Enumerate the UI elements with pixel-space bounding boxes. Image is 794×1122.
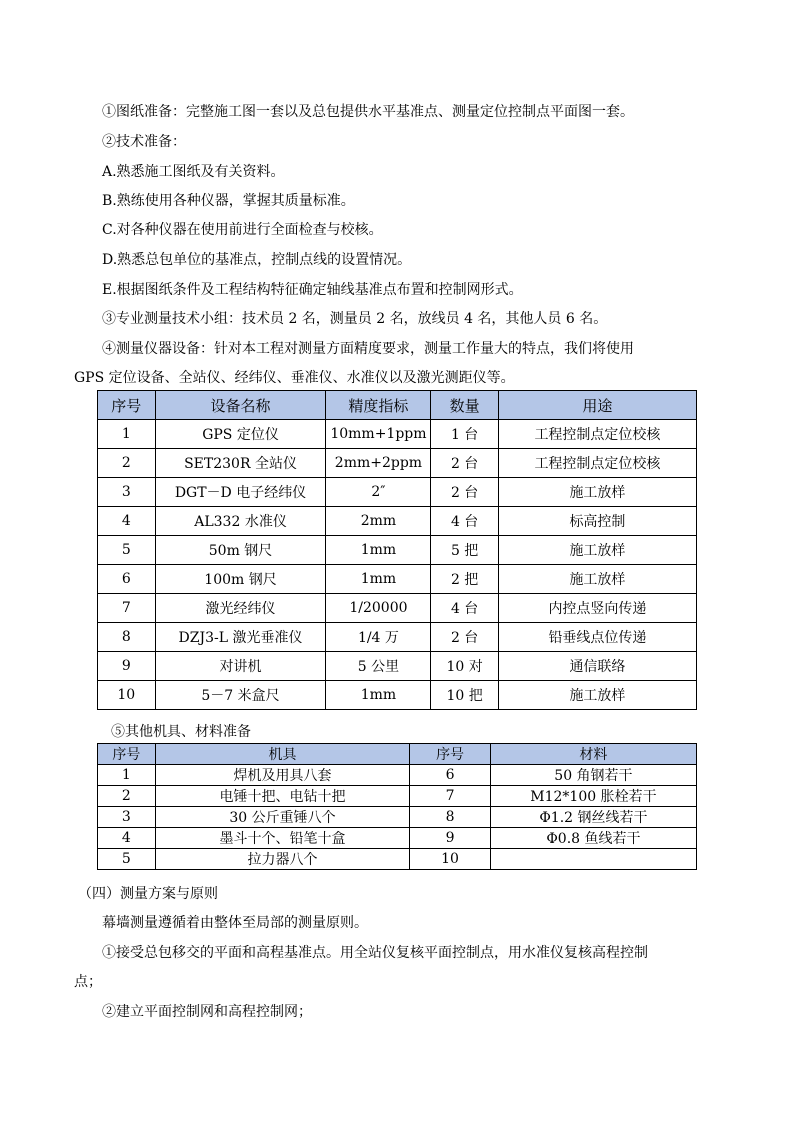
table-cell: 1mm — [326, 536, 431, 565]
table-row — [98, 786, 697, 807]
table-cell: 1 台 — [431, 420, 498, 449]
header-cell: 序号 — [410, 744, 491, 765]
table-row — [98, 765, 697, 786]
table-cell: 100m 钢尺 — [155, 565, 326, 594]
table-cell: 激光经纬仪 — [155, 594, 326, 623]
table-cell: 1/20000 — [326, 594, 431, 623]
table-cell: 标高控制 — [498, 507, 696, 536]
table-cell: 焊机及用具八套 — [155, 765, 410, 786]
table-cell: 10 把 — [431, 681, 498, 710]
table-cell: 1 — [98, 765, 156, 786]
header-cell: 序号 — [98, 391, 156, 420]
table-row — [98, 594, 697, 623]
table-cell: 8 — [98, 623, 156, 652]
table-cell: DGT－D 电子经纬仪 — [155, 478, 326, 507]
table-cell: 9 — [98, 652, 156, 681]
tools-materials-table — [97, 743, 697, 870]
header-cell: 材料 — [490, 744, 696, 765]
table-cell: 2mm+2ppm — [326, 449, 431, 478]
table-cell: 4 — [98, 828, 156, 849]
table-header-row — [98, 744, 697, 765]
table-row — [98, 565, 697, 594]
table-cell: 50 角钢若干 — [490, 765, 696, 786]
table-cell: 2″ — [326, 478, 431, 507]
table-cell: M12*100 胀栓若干 — [490, 786, 696, 807]
paragraph-tech-prep: ②技术准备： — [102, 134, 186, 150]
table-cell: Φ1.2 钢丝线若干 — [490, 807, 696, 828]
table-cell: Φ0.8 鱼线若干 — [490, 828, 696, 849]
header-cell: 数量 — [431, 391, 498, 420]
table-row — [98, 623, 697, 652]
paragraph-drawing-prep: ①图纸准备：完整施工图一套以及总包提供水平基准点、测量定位控制点平面图一套。 — [102, 104, 634, 120]
table-cell: 4 台 — [431, 594, 498, 623]
table-row — [98, 681, 697, 710]
table-cell: 2mm — [326, 507, 431, 536]
table-cell: 5－7 米盒尺 — [155, 681, 326, 710]
table-row — [98, 807, 697, 828]
paragraph-instruments-line1: ④测量仪器设备：针对本工程对测量方面精度要求，测量工作量大的特点，我们将使用 — [102, 341, 634, 357]
table-row — [98, 536, 697, 565]
paragraph-build-control-network: ②建立平面控制网和高程控制网； — [102, 1004, 312, 1020]
table-cell: 对讲机 — [155, 652, 326, 681]
table-cell: 2 台 — [431, 449, 498, 478]
table-cell: 通信联络 — [498, 652, 696, 681]
table-row — [98, 449, 697, 478]
table-row — [98, 849, 697, 870]
table-cell: 工程控制点定位校核 — [498, 420, 696, 449]
table-cell: 2 把 — [431, 565, 498, 594]
table-cell: 1/4 万 — [326, 623, 431, 652]
header-cell: 用途 — [498, 391, 696, 420]
paragraph-item-b: B.熟练使用各种仪器，掌握其质量标准。 — [102, 193, 355, 209]
paragraph-instruments-line2: GPS 定位设备、全站仪、经纬仪、垂准仪、水准仪以及激光测距仪等。 — [74, 370, 515, 386]
table-cell: 10 — [98, 681, 156, 710]
table-cell: 4 台 — [431, 507, 498, 536]
table-row — [98, 478, 697, 507]
paragraph-survey-team: ③专业测量技术小组：技术员 2 名，测量员 2 名，放线员 4 名，其他人员 6 名。 — [102, 311, 608, 327]
table-cell: 3 — [98, 478, 156, 507]
paragraph-other-tools: ⑤其他机具、材料准备 — [111, 724, 251, 740]
table-cell: 4 — [98, 507, 156, 536]
table-row — [98, 420, 697, 449]
table-cell: 施工放样 — [498, 681, 696, 710]
table-cell: 1mm — [326, 565, 431, 594]
table-cell: 工程控制点定位校核 — [498, 449, 696, 478]
table-cell: 30 公斤重锤八个 — [155, 807, 410, 828]
table-cell: 内控点竖向传递 — [498, 594, 696, 623]
table-cell: 5 公里 — [326, 652, 431, 681]
table-cell: 9 — [410, 828, 491, 849]
table-cell: 电锤十把、电钻十把 — [155, 786, 410, 807]
table-cell: 5 — [98, 536, 156, 565]
table-cell: 施工放样 — [498, 565, 696, 594]
table-cell: 10 — [410, 849, 491, 870]
table-cell — [490, 849, 696, 870]
table-row — [98, 828, 697, 849]
paragraph-item-e: E.根据图纸条件及工程结构特征确定轴线基准点布置和控制网形式。 — [102, 282, 523, 298]
paragraph-item-d: D.熟悉总包单位的基准点，控制点线的设置情况。 — [102, 252, 412, 268]
table-header-row — [98, 391, 697, 420]
table-cell: 8 — [410, 807, 491, 828]
paragraph-item-c: C.对各种仪器在使用前进行全面检查与校核。 — [102, 222, 383, 238]
table-cell: 2 台 — [431, 478, 498, 507]
paragraph-receive-benchmarks-line1: ①接受总包移交的平面和高程基准点。用全站仪复核平面控制点，用水准仪复核高程控制 — [102, 945, 648, 961]
table-cell: 5 — [98, 849, 156, 870]
table-cell: 5 把 — [431, 536, 498, 565]
paragraph-item-a: A.熟悉施工图纸及有关资料。 — [102, 164, 285, 180]
table-cell: 7 — [410, 786, 491, 807]
table-cell: 2 — [98, 786, 156, 807]
table-cell: AL332 水准仪 — [155, 507, 326, 536]
table-cell: 1mm — [326, 681, 431, 710]
table-cell: 6 — [410, 765, 491, 786]
table-row — [98, 652, 697, 681]
table-cell: 10mm+1ppm — [326, 420, 431, 449]
table-cell: SET230R 全站仪 — [155, 449, 326, 478]
table-cell: 7 — [98, 594, 156, 623]
table-cell: 拉力器八个 — [155, 849, 410, 870]
paragraph-receive-benchmarks-line2: 点； — [74, 974, 102, 990]
section-heading-survey-plan: （四）测量方案与原则 — [78, 886, 218, 902]
header-cell: 序号 — [98, 744, 156, 765]
table-cell: GPS 定位仪 — [155, 420, 326, 449]
table-cell: 6 — [98, 565, 156, 594]
table-cell: 3 — [98, 807, 156, 828]
table-cell: 施工放样 — [498, 478, 696, 507]
table-cell: 施工放样 — [498, 536, 696, 565]
table-cell: 2 — [98, 449, 156, 478]
table-cell: 铅垂线点位传递 — [498, 623, 696, 652]
header-cell: 机具 — [155, 744, 410, 765]
header-cell: 设备名称 — [155, 391, 326, 420]
table-cell: 10 对 — [431, 652, 498, 681]
table-cell: 1 — [98, 420, 156, 449]
table-cell: 2 台 — [431, 623, 498, 652]
header-cell: 精度指标 — [326, 391, 431, 420]
paragraph-survey-principle: 幕墙测量遵循着由整体至局部的测量原则。 — [102, 915, 368, 931]
table-row — [98, 507, 697, 536]
table-cell: 墨斗十个、铅笔十盒 — [155, 828, 410, 849]
table-cell: DZJ3-L 激光垂准仪 — [155, 623, 326, 652]
table-cell: 50m 钢尺 — [155, 536, 326, 565]
equipment-table — [97, 390, 697, 710]
